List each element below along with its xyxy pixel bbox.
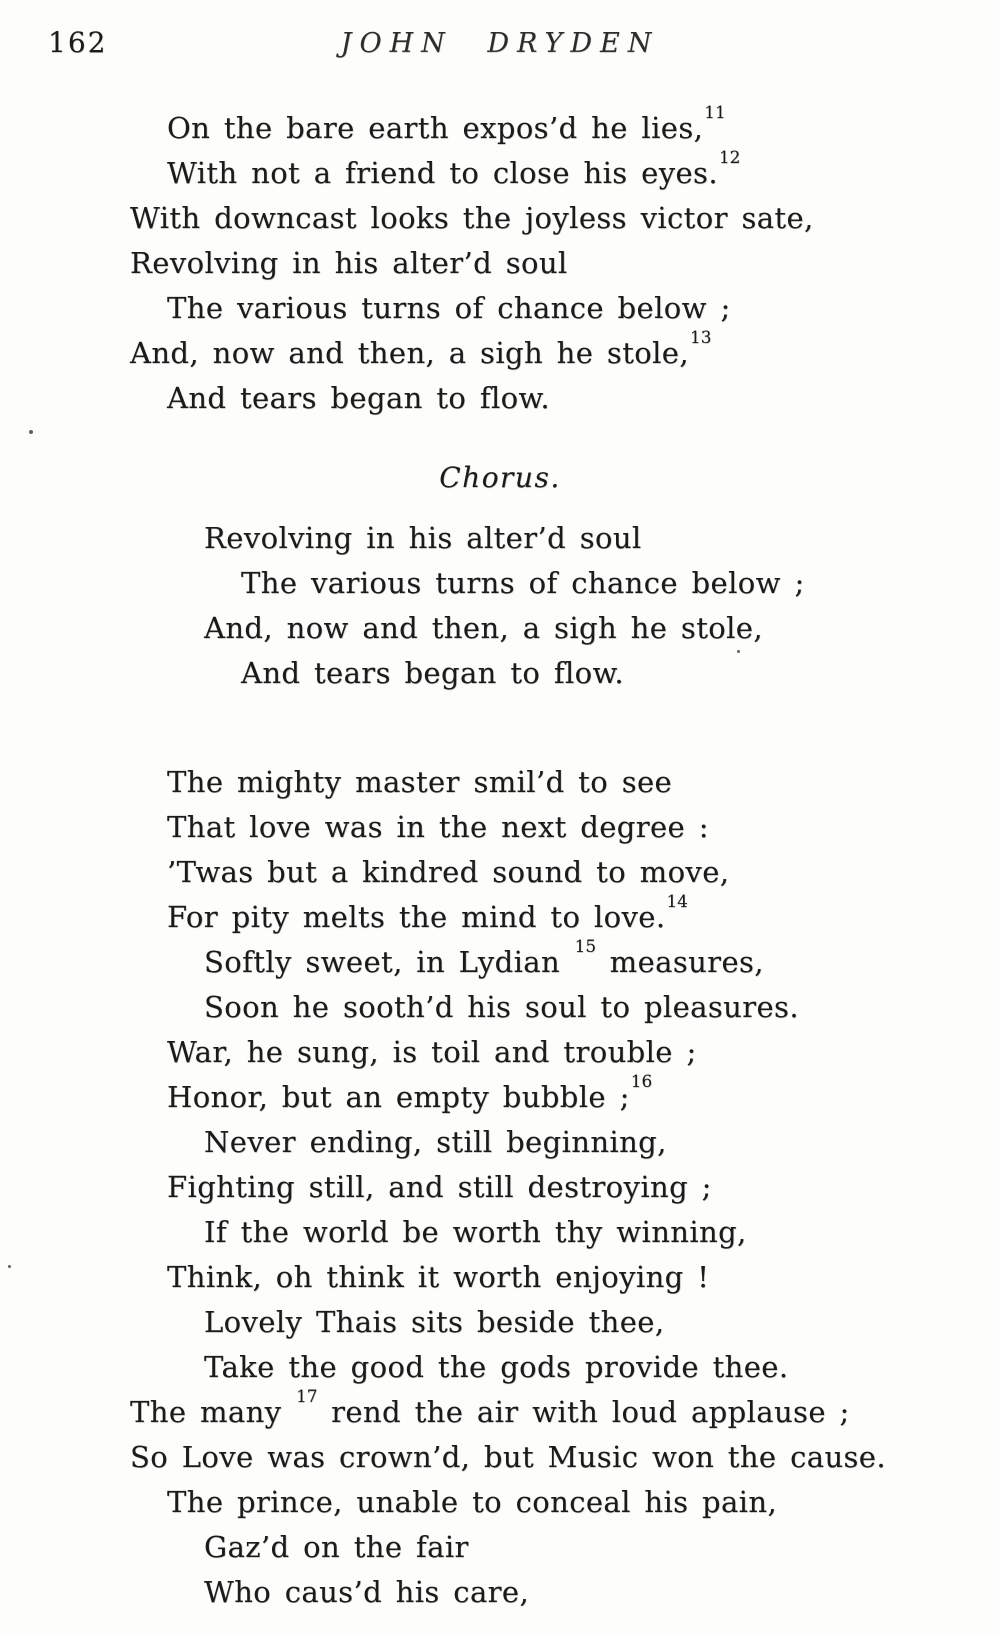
- footnote-ref: 15: [574, 936, 597, 957]
- scan-speck: [29, 430, 33, 434]
- poem-line: [130, 1570, 960, 1615]
- page-number: 162: [48, 26, 108, 59]
- line-text: Lovely Thais sits beside thee,: [204, 1305, 665, 1339]
- poem-line: [130, 516, 960, 561]
- line-text: On the bare earth expos’d he lies,: [167, 111, 704, 145]
- stanza: [130, 102, 960, 421]
- line-text: The various turns of chance below ;: [167, 291, 731, 325]
- running-header: JOHN DRYDEN: [340, 28, 660, 59]
- line-text: If the world be worth thy winning,: [204, 1215, 747, 1249]
- line-text: With not a friend to close his eyes.: [167, 156, 718, 190]
- footnote-ref: 14: [666, 891, 688, 912]
- line-text: And, now and then, a sigh he stole,: [130, 336, 689, 370]
- footnote-ref: 16: [630, 1071, 653, 1092]
- line-text: And tears began to flow.: [241, 656, 624, 690]
- line-text: Gaz’d on the fair: [204, 1530, 469, 1564]
- poem-line: [130, 1300, 960, 1345]
- line-text: Revolving in his alter’d soul: [204, 521, 642, 555]
- poem-line: [130, 606, 960, 651]
- stanza: [130, 760, 960, 1615]
- line-text: So Love was crown’d, but Music won the cause.: [130, 1440, 886, 1474]
- line-text: Never ending, still beginning,: [204, 1125, 667, 1159]
- section-heading-chorus: Chorus.: [439, 461, 561, 494]
- line-text: measures,: [596, 945, 764, 979]
- poem-line: [130, 1435, 960, 1480]
- line-text: Who caus’d his care,: [204, 1575, 530, 1609]
- footnote-ref: 13: [690, 327, 712, 348]
- poem-line: [130, 286, 960, 331]
- line-text: The many: [130, 1395, 296, 1429]
- scan-speck: [8, 1265, 11, 1268]
- line-text: Think, oh think it worth enjoying !: [167, 1260, 710, 1294]
- poem-line: [130, 147, 960, 196]
- line-text: The various turns of chance below ;: [241, 566, 805, 600]
- line-text: And, now and then, a sigh he stole,: [204, 611, 763, 645]
- footnote-ref: 12: [718, 147, 741, 168]
- poem-line: [130, 1071, 960, 1120]
- poem-line: [130, 1386, 960, 1435]
- line-text: Honor, but an empty bubble ;: [167, 1080, 630, 1114]
- poem-line: [130, 1255, 960, 1300]
- line-text: Fighting still, and still destroying ;: [167, 1170, 712, 1204]
- poem-line: [130, 561, 960, 606]
- poem-body: [130, 66, 960, 1615]
- line-text: rend the air with loud applause ;: [317, 1395, 850, 1429]
- poem-line: [130, 327, 960, 376]
- line-text: With downcast looks the joyless victor sate,: [130, 201, 814, 235]
- line-text: And tears began to flow.: [167, 381, 550, 415]
- line-text: The prince, unable to conceal his pain,: [167, 1485, 778, 1519]
- poem-line: [130, 1030, 960, 1075]
- stanza: [130, 516, 960, 696]
- poem-line: [130, 985, 960, 1030]
- footnote-ref: 17: [296, 1386, 318, 1407]
- line-text: For pity melts the mind to love.: [167, 900, 666, 934]
- poem-line: [130, 1480, 960, 1525]
- line-text: Softly sweet, in Lydian: [204, 945, 574, 979]
- poem-line: [130, 376, 960, 421]
- poem-line: [130, 805, 960, 850]
- poem-line: [130, 196, 960, 241]
- poem-line: [130, 760, 960, 805]
- line-text: The mighty master smil’d to see: [167, 765, 673, 799]
- line-text: Take the good the gods provide thee.: [204, 1350, 789, 1384]
- poem-line: [130, 1120, 960, 1165]
- line-text: Soon he sooth’d his soul to pleasures.: [204, 990, 799, 1024]
- poem-line: [130, 241, 960, 286]
- footnote-ref: 11: [704, 102, 726, 123]
- poem-line: [130, 102, 960, 151]
- line-text: That love was in the next degree :: [167, 810, 709, 844]
- line-text: ’Twas but a kindred sound to move,: [167, 855, 730, 889]
- poem-line: [130, 1210, 960, 1255]
- poem-line: [130, 936, 960, 985]
- poem-line: [130, 850, 960, 895]
- poem-line: [130, 1345, 960, 1390]
- poem-line: [130, 1525, 960, 1570]
- line-text: War, he sung, is toil and trouble ;: [167, 1035, 697, 1069]
- line-text: Revolving in his alter’d soul: [130, 246, 568, 280]
- page-header: [0, 22, 1000, 66]
- poem-line: [130, 1165, 960, 1210]
- poem-line: [130, 891, 960, 940]
- scan-speck: [737, 650, 740, 653]
- poem-line: [130, 651, 960, 696]
